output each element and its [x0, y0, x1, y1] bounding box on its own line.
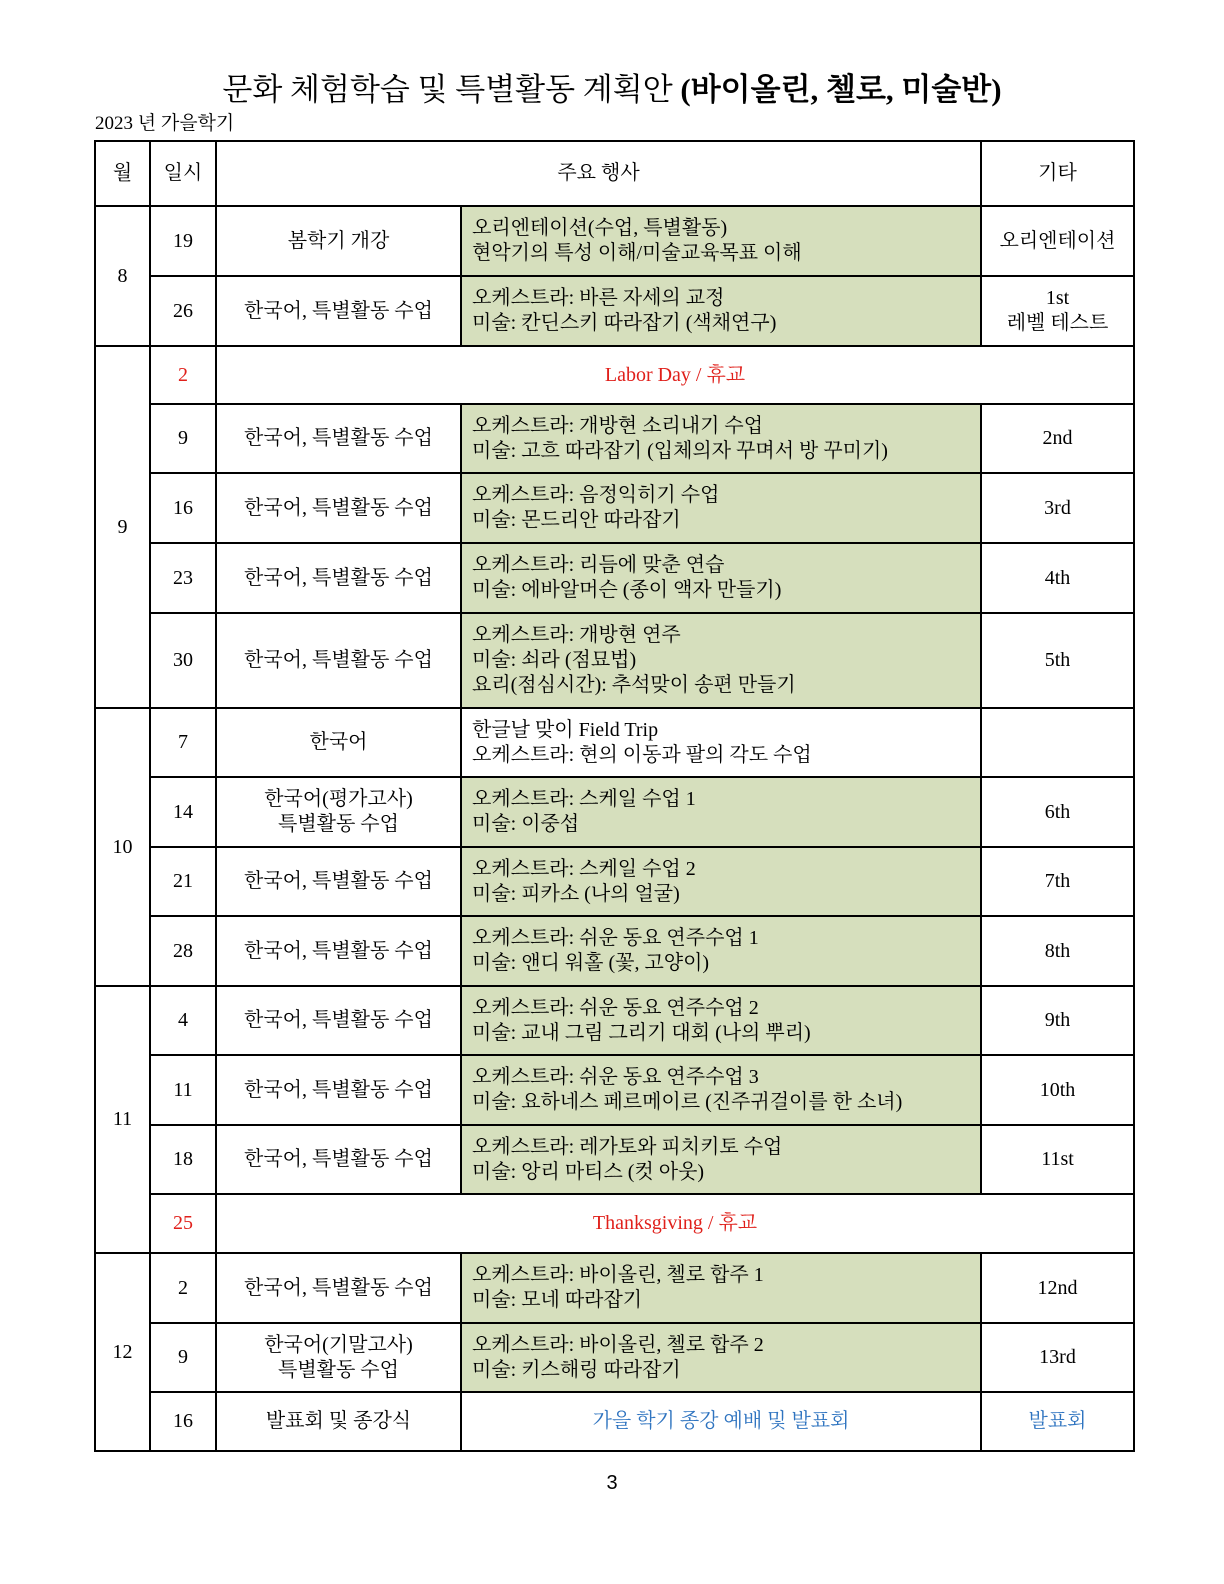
cell-line: 미술: 고흐 따라잡기 (입체의자 꾸며서 방 꾸미기) [472, 439, 888, 462]
date-cell: 19 [150, 206, 216, 276]
cell-line: 발표회 및 종강식 [265, 1410, 412, 1432]
date-cell: 9 [150, 404, 216, 473]
etc-cell [981, 206, 1134, 276]
header-date: 일시 [150, 141, 216, 206]
cell-line: 미술: 모네 따라잡기 [472, 1289, 643, 1311]
cell-line: 미술: 요하네스 페르메이르 (진주귀걸이를 한 소녀) [472, 1091, 903, 1113]
activity-cell [461, 777, 981, 847]
table-row [95, 1194, 1134, 1253]
cell-line: 한국어, 특별활동 수업 [244, 649, 433, 671]
date-cell: 25 [150, 1194, 216, 1253]
main-event-cell [216, 543, 461, 613]
table-row [95, 276, 1134, 346]
date-cell: 7 [150, 708, 216, 777]
table-row [95, 847, 1134, 916]
cell-line: 오케스트라: 개방현 연주 [472, 624, 681, 646]
cell-line: 오케스트라: 바른 자세의 교정 [472, 287, 725, 309]
cell-line: 한국어, 특별활동 수업 [244, 299, 433, 322]
title-bold: (바이올린, 첼로, 미술반) [680, 72, 1002, 107]
activity-cell [461, 916, 981, 986]
main-event-cell [216, 708, 461, 777]
cell-line: 11st [1041, 1148, 1074, 1170]
etc-cell [981, 543, 1134, 613]
activity-cell [461, 1323, 981, 1392]
cell-line: 미술: 쇠라 (점묘법) [472, 649, 637, 671]
date-cell: 2 [150, 346, 216, 404]
etc-cell [981, 404, 1134, 473]
cell-line: 오리엔테이션(수업, 특별활동) [472, 217, 728, 239]
table-row [95, 1392, 1134, 1451]
cell-line: 레벨 테스트 [1006, 312, 1109, 334]
month-cell: 12 [95, 1253, 150, 1451]
main-event-cell [216, 986, 461, 1055]
etc-cell [981, 613, 1134, 708]
cell-line: 오케스트라: 바이올린, 첼로 합주 2 [472, 1333, 764, 1356]
etc-cell [981, 708, 1134, 777]
table-row [95, 708, 1134, 777]
cell-line: 한국어 [309, 731, 368, 753]
activity-cell [461, 473, 981, 543]
cell-line: 오케스트라: 쉬운 동요 연주수업 3 [472, 1066, 759, 1088]
cell-line: 한국어(평가고사) [264, 788, 413, 810]
table-row [95, 346, 1134, 404]
table-row [95, 1125, 1134, 1194]
cell-line: 12nd [1037, 1276, 1078, 1299]
table-row [95, 777, 1134, 847]
main-event-cell [216, 1323, 461, 1392]
cell-line: 오케스트라: 쉬운 동요 연주수업 2 [472, 996, 759, 1019]
table-row [95, 1253, 1134, 1323]
main-event-cell [216, 276, 461, 346]
cell-line: 4th [1044, 566, 1071, 589]
cell-line: 한국어, 특별활동 수업 [244, 1148, 433, 1170]
table-row [95, 1055, 1134, 1125]
cell-line: 한국어, 특별활동 수업 [244, 870, 433, 892]
holiday-cell: Labor Day / 휴교 [216, 346, 1134, 404]
main-event-cell [216, 1125, 461, 1194]
date-cell: 21 [150, 847, 216, 916]
header-main-events: 주요 행사 [216, 141, 981, 206]
cell-line: 미술: 교내 그림 그리기 대회 (나의 뿌리) [472, 1021, 811, 1044]
main-event-cell [216, 206, 461, 276]
activity-cell [461, 206, 981, 276]
etc-cell [981, 1125, 1134, 1194]
cell-line: 13rd [1039, 1346, 1076, 1368]
cell-line: 한국어, 특별활동 수업 [244, 566, 433, 589]
cell-line: 한국어, 특별활동 수업 [244, 939, 433, 962]
main-event-cell [216, 847, 461, 916]
etc-cell [981, 777, 1134, 847]
etc-cell [981, 986, 1134, 1055]
cell-line: 3rd [1044, 496, 1071, 519]
cell-line: 요리(점심시간): 추석맞이 송편 만들기 [472, 674, 796, 696]
date-cell: 18 [150, 1125, 216, 1194]
date-cell: 2 [150, 1253, 216, 1323]
main-event-cell [216, 1253, 461, 1323]
etc-cell [981, 1055, 1134, 1125]
etc-cell [981, 1392, 1134, 1451]
activity-cell [461, 404, 981, 473]
main-event-cell [216, 777, 461, 847]
activity-cell [461, 847, 981, 916]
table-row [95, 473, 1134, 543]
table-row [95, 613, 1134, 708]
cell-line: 미술: 키스해링 따라잡기 [472, 1358, 681, 1381]
header-month: 월 [95, 141, 150, 206]
date-cell: 30 [150, 613, 216, 708]
table-row [95, 404, 1134, 473]
cell-line: 오케스트라: 스케일 수업 2 [472, 857, 696, 880]
month-cell: 9 [95, 346, 150, 708]
month-cell: 11 [95, 986, 150, 1253]
cell-line: 미술: 피카소 (나의 얼굴) [472, 882, 680, 905]
activity-cell [461, 1055, 981, 1125]
document-title [0, 70, 1224, 110]
activity-cell [461, 613, 981, 708]
cell-line: 한국어, 특별활동 수업 [244, 427, 433, 449]
semester-subtitle: 2023 년 가을학기 [95, 113, 235, 134]
table-row [95, 916, 1134, 986]
cell-line: 미술: 에바알머슨 (종이 액자 만들기) [472, 579, 782, 601]
cell-line: 미술: 앙리 마티스 (컷 아웃) [472, 1160, 705, 1183]
cell-line: 한국어(기말고사) [264, 1333, 413, 1356]
schedule-body [95, 206, 1134, 1451]
cell-line: 5th [1044, 649, 1071, 671]
cell-line: 특별활동 수업 [278, 813, 399, 835]
cell-line: 한국어, 특별활동 수업 [244, 1078, 433, 1101]
cell-line: 미술: 앤디 워홀 (꽃, 고양이) [472, 952, 710, 974]
date-cell: 11 [150, 1055, 216, 1125]
cell-line: 오케스트라: 음정익히기 수업 [472, 484, 720, 506]
cell-line: 발표회 [1028, 1410, 1087, 1432]
cell-line: 9th [1044, 1009, 1071, 1031]
activity-cell [461, 543, 981, 613]
main-event-cell [216, 613, 461, 708]
header-row [95, 141, 1134, 206]
month-cell: 8 [95, 206, 150, 346]
table-row [95, 1323, 1134, 1392]
header-etc: 기타 [981, 141, 1134, 206]
page-number: 3 [606, 1472, 618, 1494]
cell-line: 한글날 맞이 Field Trip [472, 718, 659, 741]
cell-line: 봄학기 개강 [287, 229, 390, 252]
etc-cell [981, 847, 1134, 916]
etc-cell [981, 1253, 1134, 1323]
activity-cell [461, 708, 981, 777]
etc-cell [981, 473, 1134, 543]
date-cell: 4 [150, 986, 216, 1055]
cell-line: 한국어, 특별활동 수업 [244, 1276, 433, 1299]
main-event-cell [216, 404, 461, 473]
cell-line: 오리엔테이션 [999, 229, 1116, 252]
month-cell: 10 [95, 708, 150, 986]
main-event-cell [216, 473, 461, 543]
schedule-table [94, 140, 1135, 1452]
etc-cell [981, 916, 1134, 986]
cell-line: 7th [1044, 870, 1071, 892]
cell-line: 8th [1044, 939, 1071, 962]
table-row [95, 206, 1134, 276]
cell-line: 특별활동 수업 [278, 1358, 399, 1381]
final-event-cell: 가을 학기 종강 예배 및 발표회 [461, 1392, 981, 1451]
holiday-cell: Thanksgiving / 휴교 [216, 1194, 1134, 1253]
cell-line: 한국어, 특별활동 수업 [244, 1009, 433, 1031]
main-event-cell [216, 916, 461, 986]
table-row [95, 986, 1134, 1055]
date-cell: 23 [150, 543, 216, 613]
cell-line: 미술: 칸딘스키 따라잡기 (색채연구) [472, 312, 777, 334]
date-cell: 16 [150, 1392, 216, 1451]
etc-cell [981, 1323, 1134, 1392]
activity-cell [461, 986, 981, 1055]
cell-line: 오케스트라: 레가토와 피치키토 수업 [472, 1135, 783, 1158]
activity-cell [461, 276, 981, 346]
cell-line: 오케스트라: 현의 이동과 팔의 각도 수업 [472, 743, 812, 766]
title-plain: 문화 체험학습 및 특별활동 계획안 [222, 72, 681, 107]
cell-line: 미술: 몬드리안 따라잡기 [472, 509, 681, 531]
cell-line: 2nd [1042, 427, 1073, 449]
activity-cell [461, 1253, 981, 1323]
cell-line: 한국어, 특별활동 수업 [244, 496, 433, 519]
date-cell: 28 [150, 916, 216, 986]
cell-line: 10th [1039, 1078, 1076, 1101]
main-event-cell [216, 1392, 461, 1451]
cell-line: 오케스트라: 리듬에 맞춘 연습 [472, 554, 725, 576]
etc-cell [981, 276, 1134, 346]
cell-line: 오케스트라: 바이올린, 첼로 합주 1 [472, 1264, 764, 1286]
cell-line: 오케스트라: 쉬운 동요 연주수업 1 [472, 927, 759, 949]
main-event-cell [216, 1055, 461, 1125]
cell-line: 오케스트라: 개방현 소리내기 수업 [472, 414, 764, 437]
cell-line: 1st [1045, 287, 1070, 309]
date-cell: 16 [150, 473, 216, 543]
cell-line: 현악기의 특성 이해/미술교육목표 이해 [472, 242, 802, 264]
date-cell: 14 [150, 777, 216, 847]
date-cell: 9 [150, 1323, 216, 1392]
date-cell: 26 [150, 276, 216, 346]
table-row [95, 543, 1134, 613]
cell-line: 오케스트라: 스케일 수업 1 [472, 788, 696, 810]
cell-line: 미술: 이중섭 [472, 813, 580, 835]
cell-line: 6th [1044, 800, 1071, 823]
activity-cell [461, 1125, 981, 1194]
